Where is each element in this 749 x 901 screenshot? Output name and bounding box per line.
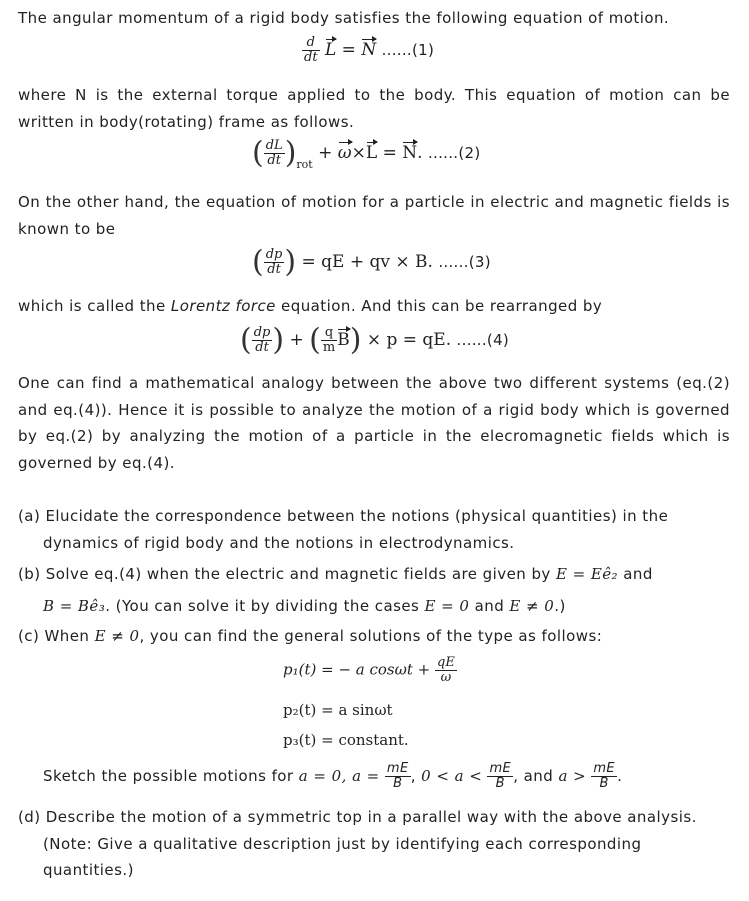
eq2-derivative: $\frac{dL}{dt}$ — [265, 138, 283, 168]
where-text: where N is the external torque applied to the body. This equation of motion can be written in body(rotating) frame as follows. — [18, 86, 730, 131]
equation-4: ( $\frac{dp}{dt}$ ) + ( $\frac{q}{m}$ B) × p = qE. ......(4) — [240, 322, 510, 358]
qb-B-field: B = Bê₃ — [43, 597, 106, 615]
question-a-line2: dynamics of rigid body and the notions in electrodynamics. — [43, 534, 515, 552]
eq1-N: N — [361, 40, 377, 60]
solution-p1: p₁(t) = − a cosωt + $\frac{qE}{\omega}$ — [283, 655, 455, 685]
eq2-tag: ......(2) — [427, 144, 481, 162]
eq4-q-over-m: $\frac{q}{m}$ — [322, 325, 336, 355]
question-c-line1: (c) When E ≠ 0, you can find the general solutions of the type as follows: — [18, 627, 603, 645]
question-d-line3: quantities.) — [43, 861, 134, 879]
other-hand-text: On the other hand, the equation of motion for a particle in electric and magnetic fields is known to be — [18, 193, 730, 238]
eq4-derivative: $\frac{dp}{dt}$ — [253, 325, 271, 355]
qb-E-field: E = Eê₂ — [555, 565, 619, 583]
eq3-derivative: $\frac{dp}{dt}$ — [265, 247, 283, 277]
equation-2: ( $\frac{dL}{dt}$ )$_{rot} + \omega\times L = N$. ......(2) — [252, 135, 481, 171]
sketch-line: Sketch the possible motions for a = 0, a = $\frac{mE}{B}$ , 0 < a < $\frac{mE}{B}$ , and a > $\frac{mE}{B}$ . — [43, 761, 623, 791]
eq1-tag: ......(1) — [381, 41, 435, 59]
eq3-tag: ......(3) — [438, 253, 491, 271]
question-b-line1: (b) Solve eq.(4) when the electric and magnetic fields are given by E = Eê₂ and — [18, 565, 653, 583]
equation-1: $\frac{d}{dt}$ L = N ......(1) — [304, 35, 435, 65]
lorentz-italic: Lorentz force — [170, 297, 276, 315]
eq4-tag: ......(4) — [456, 331, 510, 349]
eq1-L: L — [324, 40, 337, 60]
question-d-line1: (d) Describe the motion of a symmetric top in a parallel way with the above analysis. — [18, 808, 697, 826]
eq1-derivative: $\frac{d}{dt}$ — [304, 35, 318, 65]
intro-text: The angular momentum of a rigid body satisfies the following equation of motion. — [18, 9, 670, 27]
lorentz-text: which is called the Lorentz force equation. And this can be rearranged by — [18, 297, 603, 315]
eq3-rhs: = qE + qv × B — [301, 252, 428, 272]
equation-3: ( $\frac{dp}{dt}$ ) = qE + qv × B. ......(3) — [252, 244, 491, 280]
eq4-rhs: × p = qE — [366, 330, 446, 350]
question-d-line2: (Note: Give a qualitative description just by identifying each corresponding — [43, 835, 642, 853]
question-a-line1: (a) Elucidate the correspondence between the notions (physical quantities) in the — [18, 507, 669, 525]
analogy-paragraph: One can find a mathematical analogy between the above two different systems (eq.(2) and eq.(4)). Hence it is possible to analyze the motion of a rigid body which is governed by eq.(2) by analyzing the motion of a particle in the elecromagnetic fields which is governed by eq.(4). — [18, 374, 730, 472]
question-b-line2: B = Bê₃. (You can solve it by dividing the cases E = 0 and E ≠ 0.) — [43, 597, 566, 615]
solution-p2: p₂(t) = a sinωt — [283, 701, 393, 719]
solution-p3: p₃(t) = constant. — [283, 731, 409, 749]
